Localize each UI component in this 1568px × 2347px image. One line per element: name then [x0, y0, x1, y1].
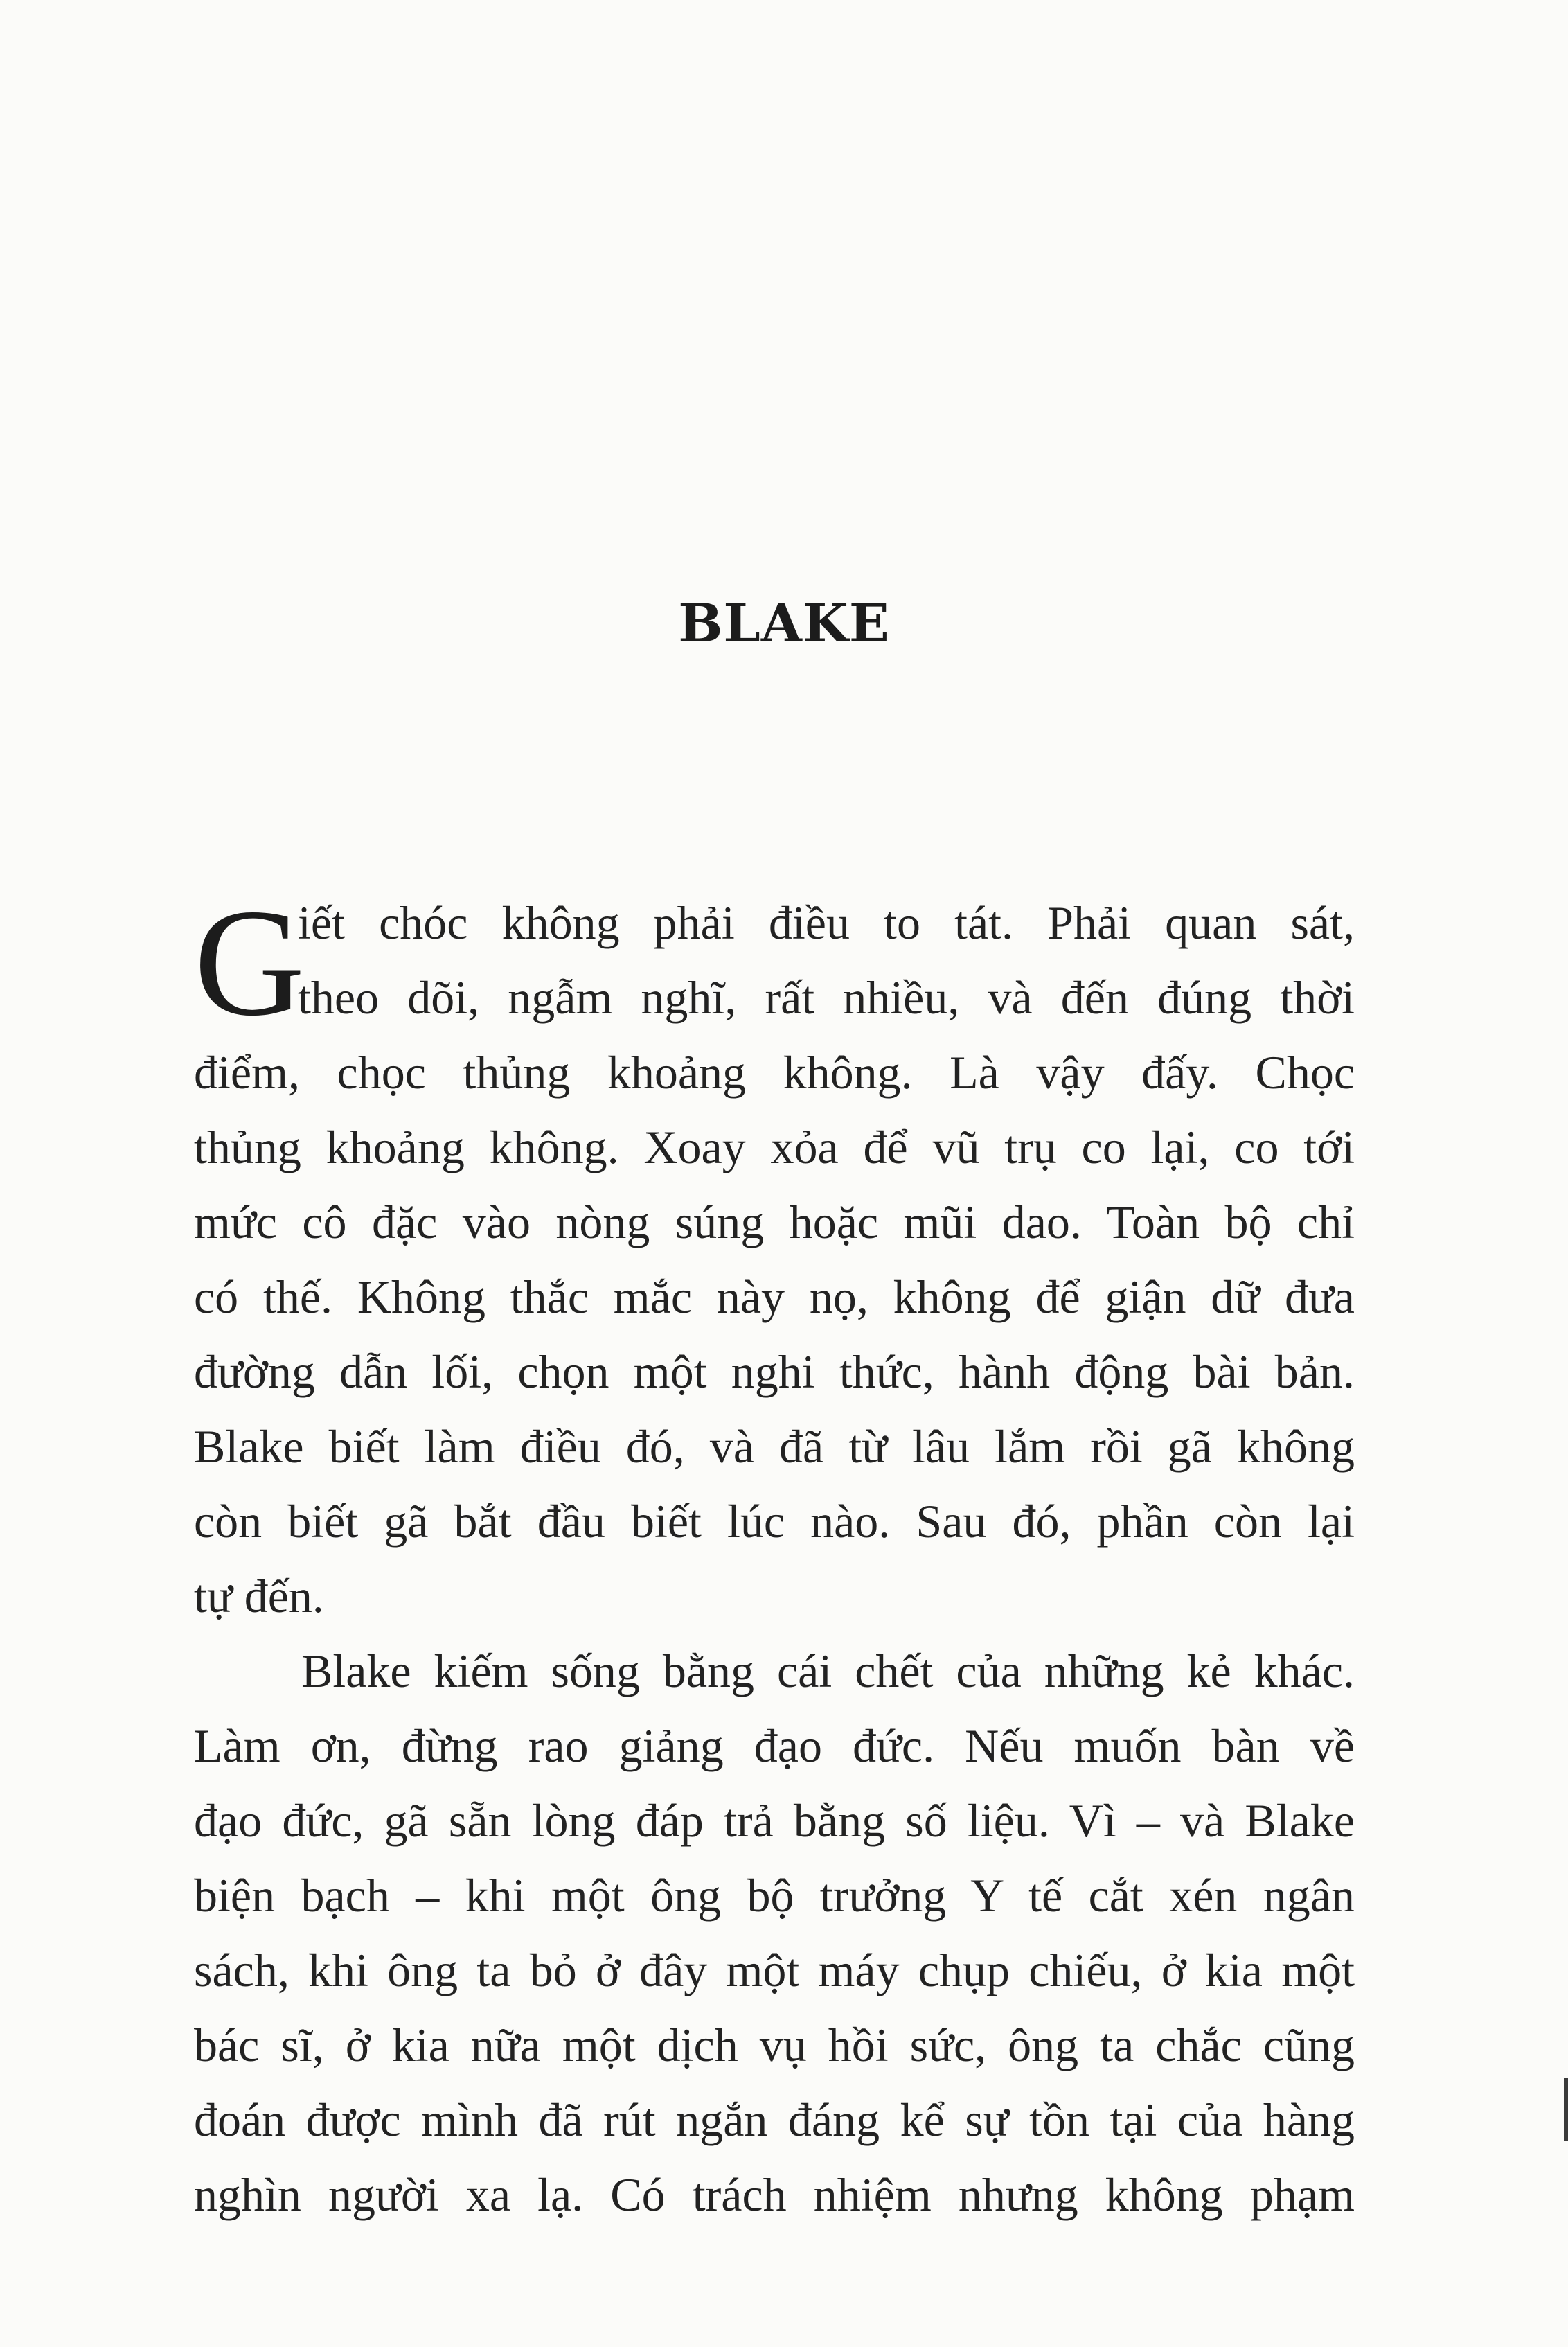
text-line: thủng khoảng không. Xoay xỏa để vũ trụ co lại, co tới [194, 1121, 1355, 1174]
text-line: Blake biết làm điều đó, và đã từ lâu lắm rồi gã không [194, 1420, 1355, 1473]
drop-cap-letter: G [194, 878, 305, 1048]
text-line: Blake kiếm sống bằng cái chết của những kẻ khác. [301, 1645, 1355, 1697]
text-line: đạo đức, gã sẵn lòng đáp trả bằng số liệu. Vì – và Blake [194, 1794, 1355, 1847]
text-line: theo dõi, ngẫm nghĩ, rất nhiều, và đến đúng thời [298, 971, 1355, 1024]
text-line: điểm, chọc thủng khoảng không. Là vậy đấy. Chọc [194, 1046, 1355, 1099]
body-text [194, 878, 1355, 2232]
page-edge-mark [1564, 2078, 1568, 2141]
paragraph-2 [194, 1633, 1355, 2232]
text-line: biện bạch – khi một ông bộ trưởng Y tế cắt xén ngân [194, 1869, 1355, 1922]
text-line: tự đến. [194, 1570, 324, 1622]
text-line: iết chóc không phải điều to tát. Phải quan sát, [298, 896, 1355, 949]
text-line: đường dẫn lối, chọn một nghi thức, hành động bài bản. [194, 1345, 1355, 1398]
chapter-title: BLAKE [678, 592, 890, 654]
text-line: còn biết gã bắt đầu biết lúc nào. Sau đó, phần còn lại [194, 1495, 1355, 1548]
text-line: đoán được mình đã rút ngắn đáng kể sự tồn tại của hàng [194, 2093, 1355, 2146]
text-line: có thế. Không thắc mắc này nọ, không để giận dữ đưa [194, 1270, 1355, 1323]
text-line: mức cô đặc vào nòng súng hoặc mũi dao. Toàn bộ chỉ [194, 1196, 1355, 1248]
text-line: sách, khi ông ta bỏ ở đây một máy chụp chiếu, ở kia một [194, 1944, 1355, 1996]
text-line: Làm ơn, đừng rao giảng đạo đức. Nếu muốn bàn về [194, 1719, 1355, 1772]
text-line: nghìn người xa lạ. Có trách nhiệm nhưng không phạm [194, 2168, 1355, 2221]
text-line: bác sĩ, ở kia nữa một dịch vụ hồi sức, ông ta chắc cũng [194, 2019, 1355, 2071]
paragraph-1 [194, 878, 1355, 1633]
